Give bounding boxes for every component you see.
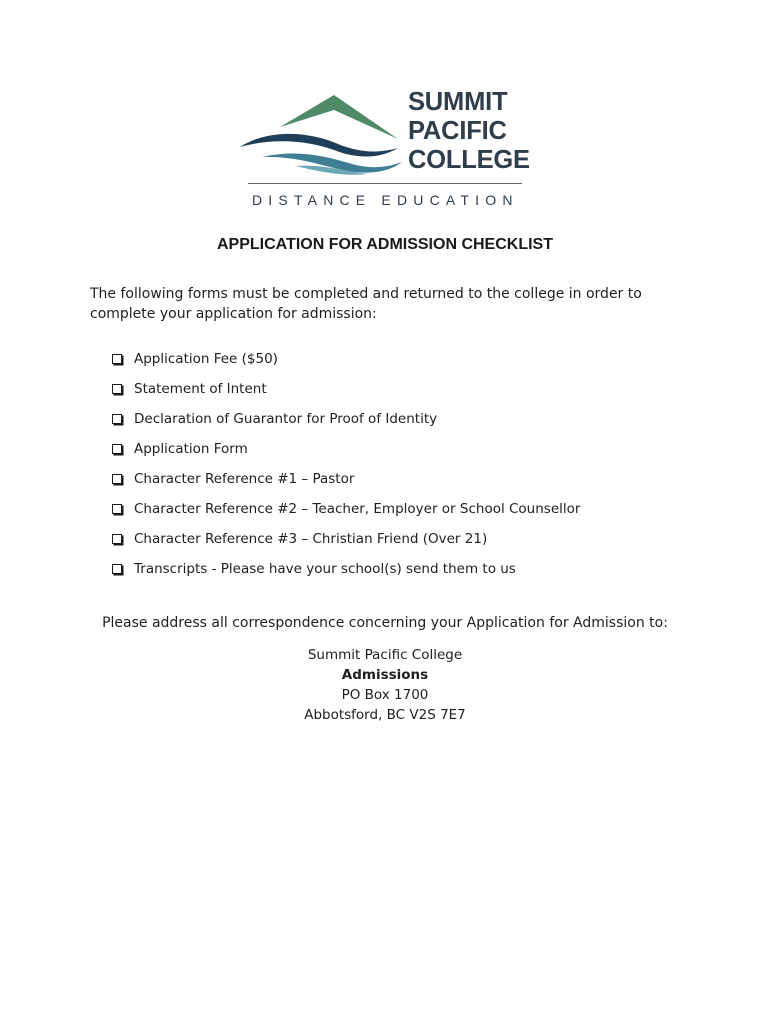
checklist-item-label: Declaration of Guarantor for Proof of Identity xyxy=(134,411,438,427)
checklist-item-label: Character Reference #1 – Pastor xyxy=(134,471,355,487)
logo-word: PACIFIC xyxy=(408,117,507,145)
checkbox-icon xyxy=(112,444,122,454)
college-logo xyxy=(236,88,536,214)
address-city: Abbotsford, BC V2S 7E7 xyxy=(304,707,466,723)
address-po-box: PO Box 1700 xyxy=(341,687,429,703)
intro-paragraph: The following forms must be completed and returned to the college in order to complete your application for admission: xyxy=(90,286,642,322)
checkbox-icon xyxy=(112,504,122,514)
checklist-item xyxy=(112,554,580,584)
checklist-item xyxy=(112,344,580,374)
checklist-item-label: Character Reference #2 – Teacher, Employer or School Counsellor xyxy=(134,501,581,517)
checklist-item-label: Application Form xyxy=(134,441,248,457)
admission-checklist xyxy=(112,344,580,584)
logo-divider xyxy=(248,183,522,184)
logo-word: COLLEGE xyxy=(408,146,530,174)
checkbox-icon xyxy=(112,354,122,364)
checklist-item xyxy=(112,434,580,464)
checklist-item xyxy=(112,404,580,434)
mailing-address xyxy=(0,645,770,725)
checklist-item xyxy=(112,524,580,554)
address-name: Summit Pacific College xyxy=(307,647,463,663)
checklist-item-label: Character Reference #3 – Christian Friend (Over 21) xyxy=(134,531,488,547)
address-instructions: Please address all correspondence concerning your Application for Admission to: xyxy=(102,615,668,631)
checklist-item xyxy=(112,374,580,404)
address-department: Admissions xyxy=(341,667,429,683)
checklist-item xyxy=(112,494,580,524)
page-title: APPLICATION FOR ADMISSION CHECKLIST xyxy=(217,236,553,253)
logo-word: SUMMIT xyxy=(408,88,508,116)
logo-wordmark xyxy=(408,88,536,175)
checklist-item-label: Application Fee ($50) xyxy=(134,351,278,367)
checkbox-icon xyxy=(112,474,122,484)
checklist-item-label: Transcripts - Please have your school(s) send them to us xyxy=(134,561,516,577)
logo-tagline: DISTANCE EDUCATION xyxy=(252,192,519,208)
checkbox-icon xyxy=(112,414,122,424)
mountain-wave-logo-icon xyxy=(236,92,406,176)
checkbox-icon xyxy=(112,564,122,574)
checkbox-icon xyxy=(112,384,122,394)
checkbox-icon xyxy=(112,534,122,544)
checklist-item xyxy=(112,464,580,494)
checklist-item-label: Statement of Intent xyxy=(134,381,267,397)
